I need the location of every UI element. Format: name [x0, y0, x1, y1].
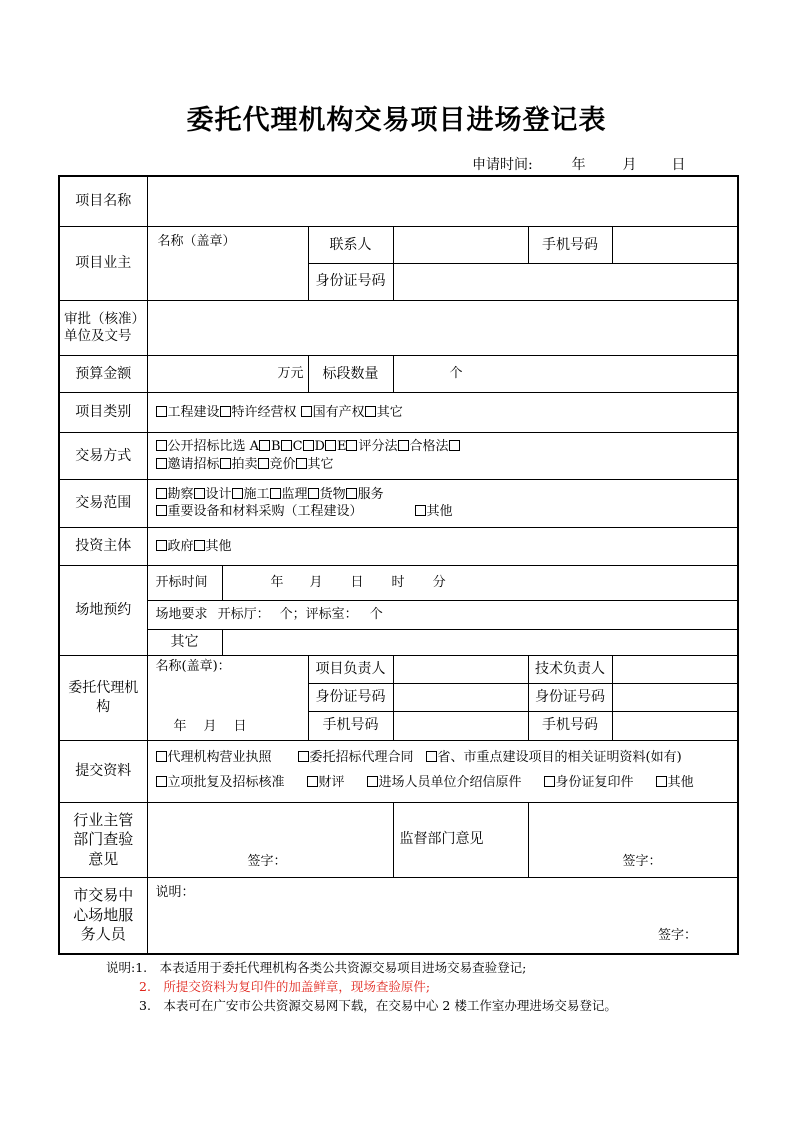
material-option: 进场人员单位介绍信原件 [378, 775, 522, 791]
project-lead-label: 项目负责人 [308, 656, 393, 683]
category-label: 项目类别 [59, 393, 147, 433]
agency-id-label: 身份证号码 [308, 683, 393, 712]
scope-option: 设计 [205, 486, 232, 502]
scope-option: 勘察 [167, 486, 194, 502]
supervisor-opinion[interactable] [528, 802, 738, 877]
checkbox[interactable] [426, 751, 437, 762]
investor-options [147, 527, 738, 566]
category-option: 工程建设 [167, 404, 220, 420]
checkbox[interactable] [232, 488, 243, 499]
open-time-label: 开标时间 [147, 566, 222, 601]
owner-mobile-field[interactable] [612, 227, 738, 264]
time-day: 日 [350, 575, 364, 591]
checkbox[interactable] [259, 440, 270, 451]
requirement-label: 场地要求 [155, 607, 208, 623]
footnotes [106, 958, 617, 1015]
agency-id-label-2: 身份证号码 [528, 683, 612, 712]
checkbox[interactable] [301, 406, 312, 417]
open-time-field[interactable] [222, 566, 738, 601]
material-option: 身份证复印件 [555, 775, 634, 791]
checkbox[interactable] [308, 488, 319, 499]
owner-name-seal[interactable]: 名称（盖章） [147, 227, 308, 300]
sections-label: 标段数量 [308, 355, 393, 393]
venue-other-label: 其它 [147, 629, 222, 655]
approval-field[interactable] [147, 300, 738, 355]
owner-contact-field[interactable] [393, 227, 528, 264]
apply-time [472, 154, 685, 174]
checkbox[interactable] [346, 440, 357, 451]
category-option: 国有产权 [312, 404, 365, 420]
row-investor [59, 527, 738, 566]
trade-method-options [147, 433, 738, 480]
agency-name-seal[interactable] [147, 656, 308, 740]
agency-mobile-field[interactable] [393, 712, 528, 741]
center-note-label: 说明： [155, 884, 195, 900]
agency-mobile-label-2: 手机号码 [528, 712, 612, 741]
material-option: 省、市重点建设项目的相关证明资料(如有) [437, 750, 682, 766]
row-venue-time [59, 566, 738, 601]
checkbox[interactable] [398, 440, 409, 451]
trade-option: C [292, 439, 303, 455]
checkbox[interactable] [156, 751, 167, 762]
owner-id-field[interactable] [393, 264, 738, 301]
checkbox[interactable] [194, 488, 205, 499]
row-trade-method [59, 433, 738, 480]
material-option: 委托招标代理合同 [309, 750, 414, 766]
checkbox[interactable] [346, 488, 357, 499]
scope-option: 服务 [357, 486, 384, 502]
materials-options [147, 740, 738, 802]
checkbox[interactable] [194, 540, 205, 551]
scope-option: 重要设备和材料采购（工程建设） [167, 504, 363, 520]
checkbox[interactable] [296, 458, 307, 469]
checkbox[interactable] [156, 440, 167, 451]
center-sign-label: 签字： [658, 928, 698, 944]
row-owner [59, 227, 738, 264]
material-option: 代理机构营业执照 [167, 750, 272, 766]
checkbox[interactable] [298, 751, 309, 762]
checkbox[interactable] [258, 458, 269, 469]
checkbox[interactable] [156, 776, 167, 787]
checkbox[interactable] [156, 458, 167, 469]
category-option: 其它 [376, 404, 403, 420]
time-month: 月 [309, 575, 323, 591]
trade-option: 拍卖 [231, 456, 258, 472]
row-trade-scope [59, 479, 738, 527]
agency-mobile-label: 手机号码 [308, 712, 393, 741]
time-year: 年 [270, 575, 284, 591]
open-hall-label: 开标厅： [217, 607, 270, 623]
page-title: 委托代理机构交易项目进场登记表 [186, 105, 607, 136]
agency-label: 委托代理机构 [59, 656, 147, 740]
supervisor-label: 监督部门意见 [393, 802, 528, 877]
checkbox[interactable] [307, 776, 318, 787]
checkbox[interactable] [303, 440, 314, 451]
checkbox[interactable] [156, 488, 167, 499]
hall-unit: 个；评标室： [279, 607, 358, 623]
row-project-name [59, 176, 738, 227]
trade-option: 合格法 [409, 439, 449, 455]
checkbox[interactable] [656, 776, 667, 787]
agency-name-seal-label: 名称(盖章)： [155, 659, 231, 675]
checkbox[interactable] [220, 458, 231, 469]
row-venue-requirement [59, 601, 738, 630]
row-category [59, 393, 738, 433]
trade-option: 竞价 [269, 456, 296, 472]
material-option: 其他 [667, 775, 694, 791]
owner-contact-label: 联系人 [308, 227, 393, 264]
time-hour: 时 [391, 575, 405, 591]
trade-scope-options [147, 479, 738, 527]
note-3: 3. 本表可在广安市公共资源交易网下载，在交易中心 2 楼工作室办理进场交易登记。 [139, 998, 617, 1013]
checkbox[interactable] [449, 440, 460, 451]
registration-form [58, 175, 739, 955]
note-1: 1. 本表适用于委托代理机构各类公共资源交易项目进场交易查验登记; [135, 960, 527, 975]
investor-label: 投资主体 [59, 527, 147, 566]
row-venue-other [59, 629, 738, 655]
row-budget [59, 355, 738, 393]
trade-scope-label: 交易范围 [59, 479, 147, 527]
checkbox[interactable] [325, 440, 336, 451]
checkbox[interactable] [367, 776, 378, 787]
budget-field[interactable] [147, 355, 308, 393]
venue-other-field[interactable] [222, 629, 738, 655]
center-field[interactable] [147, 877, 738, 954]
owner-label: 项目业主 [59, 227, 147, 300]
scope-option: 施工 [243, 486, 270, 502]
agency-mobile-field-2[interactable] [612, 712, 738, 741]
trade-option: 其它 [307, 456, 334, 472]
checkbox[interactable] [281, 440, 292, 451]
row-center [59, 877, 738, 954]
checkbox[interactable] [365, 406, 376, 417]
scope-option: 其他 [426, 504, 453, 520]
row-approval [59, 300, 738, 355]
approval-label: 审批（核准）单位及文号 [59, 300, 147, 355]
investor-option: 其他 [205, 538, 232, 554]
checkbox[interactable] [220, 406, 231, 417]
trade-option: 公开招标比选 A [167, 439, 260, 455]
owner-id-label: 身份证号码 [308, 264, 393, 301]
category-options [147, 393, 738, 433]
scope-option: 货物 [319, 486, 346, 502]
budget-label: 预算金额 [59, 355, 147, 393]
trade-option: 邀请招标 [167, 456, 220, 472]
agency-date: 年 月 日 [173, 718, 249, 734]
trade-option: 评分法 [358, 439, 398, 455]
agency-id-field[interactable] [393, 683, 528, 712]
apply-month: 月 [622, 157, 637, 173]
venue-requirement [147, 601, 738, 630]
project-lead-field[interactable] [393, 656, 528, 683]
sections-unit: 个 [449, 366, 463, 382]
project-name-label: 项目名称 [59, 176, 147, 227]
tech-lead-field[interactable] [612, 656, 738, 683]
center-label: 市交易中心场地服务人员 [59, 877, 147, 954]
checkbox[interactable] [156, 540, 167, 551]
category-option: 特许经营权 [231, 404, 297, 420]
sections-field[interactable] [393, 355, 738, 393]
notes-prefix: 说明: [106, 960, 136, 975]
trade-option: E [336, 439, 347, 455]
venue-label: 场地预约 [59, 566, 147, 656]
budget-unit: 万元 [277, 366, 304, 382]
material-option: 立项批复及招标核准 [167, 775, 285, 791]
agency-id-field-2[interactable] [612, 683, 738, 712]
project-name-field[interactable] [147, 176, 738, 227]
checkbox[interactable] [544, 776, 555, 787]
checkbox[interactable] [156, 505, 167, 516]
trade-option: D [314, 439, 325, 455]
industry-opinion[interactable] [147, 802, 393, 877]
tech-lead-label: 技术负责人 [528, 656, 612, 683]
industry-label: 行业主管部门查验意见 [59, 802, 147, 877]
material-option: 财评 [318, 775, 345, 791]
time-minute: 分 [432, 575, 446, 591]
row-agency [59, 656, 738, 683]
row-materials [59, 740, 738, 802]
row-industry [59, 802, 738, 877]
supervisor-sign-label: 签字： [622, 854, 662, 870]
apply-year: 年 [571, 157, 586, 173]
materials-label: 提交资料 [59, 740, 147, 802]
checkbox[interactable] [156, 406, 167, 417]
investor-option: 政府 [167, 538, 194, 554]
industry-sign-label: 签字： [247, 854, 287, 870]
scope-option: 监理 [281, 486, 308, 502]
owner-mobile-label: 手机号码 [528, 227, 612, 264]
note-2: 2. 所提交资料为复印件的加盖鲜章，现场查验原件; [139, 979, 431, 994]
checkbox[interactable] [415, 505, 426, 516]
checkbox[interactable] [270, 488, 281, 499]
room-unit: 个 [369, 607, 383, 623]
apply-day: 日 [671, 157, 686, 173]
trade-option: B [271, 439, 281, 455]
trade-method-label: 交易方式 [59, 433, 147, 480]
apply-time-label: 申请时间: [472, 157, 533, 173]
